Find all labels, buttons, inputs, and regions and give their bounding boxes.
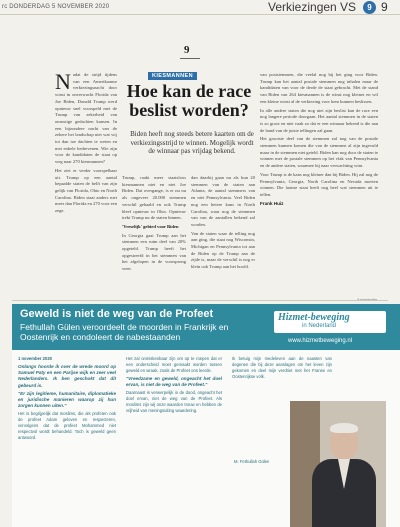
ad-title: Geweld is niet de weg van de Profeet [20, 308, 214, 320]
article-paragraph: Het ziet er verder voorspelbaar uit. Trump op een aantal bepaalde staten de helft van zijn gelijk van Florida, Ohio en North Carolina. Biden staat anders met meer dan Florida en 270 voor een zege. [55, 167, 117, 214]
article-paragraph: In Georgia gaat Trump aan het stemmen een ruim deel van 20% opgeteld. Trump heeft het opgestreefd in het stemmen van het afgelopen in de voorsprong weer. [122, 232, 186, 272]
ad-paragraph: Het is begrijpelijk dat moslims, die als profeten ook de profeet Adam geloven en respecteren, vervolgens dat de profeet Mohammed niet respectvol wordt behandeld. Toch is geweld geen antwoord. [18, 411, 116, 441]
section-number-icon: 9 [363, 1, 376, 14]
ad-quote: "Er zijn legitieme, humanitaire, diplomatieke en juridische manieren waarop zij hun zorgen kunnen uiten." [18, 390, 116, 409]
article-paragraph: Het grootste deel van de stemmen zal nog van de postale stemmen kunnen komen die van de stemmen al zijn ingevuld maar in de stemmen niet geteld. Biden kan nog door de staten te winnen met de postale stemmen op het vlak van Pennsylvania en de andere staten, waarmee hij naar verwachting wint. [260, 136, 378, 169]
article-number: 9 [184, 44, 190, 56]
dropcap: N [55, 69, 71, 94]
ad-column-2 [126, 356, 222, 416]
ad-quote: "Vreedzame en geweld, ongeacht het doel ervan, is niet de weg van de Profeet." [126, 376, 222, 388]
ad-subtitle: Fethullah Gülen veroordeelt de moorden in Frankrijk en Oostenrijk en condoleert de nabestaanden [20, 322, 229, 342]
article-paragraph: Trump, raakt meer staatsloos kiesmannen niet en niet Joe Biden. Dat overgange, is er nu nu als ongeveer 20.000 stemmen verschil gehaald en ook Trump bleef opnieuw in Ohio. Opnieuw trekt Trump nu de staten binnen. [122, 175, 186, 221]
page-header [0, 0, 400, 15]
ad-paragraph: Daarnaast is verwerpelijk in de dood, ongeacht het doel ervan, niet de weg van de Profeet. Als moslims zijn wij onze waarden trouw en hebben de vrijheid van meningsuiting waardering. [126, 390, 222, 414]
ad-url-link[interactable]: www.hizmetbeweging.nl [288, 338, 353, 344]
page-number: 9 [381, 0, 388, 14]
ad-paragraph: Ik betuig mijn medeleven aan de naasten van degenen die bij deze aanslagen om het leven zijn gekomen en deel mijn verdriet met het Franse en Oostenrijkse volk. [232, 356, 332, 379]
advertisement [12, 304, 400, 527]
article-tag: KIESMANNEN [148, 72, 197, 80]
article-subhead: 'Vreselijk' gebied voor Biden [122, 223, 179, 229]
logo-text: Hizmet-beweging [278, 312, 350, 323]
ad-column-1 [18, 356, 116, 443]
article-paragraph: adat de strijd tijdens van een Amerikaanse verkiezingsnacht door winst in onverwacht Florida van Joe Biden, Donald Trump werd opnieuw snel voorspeld met de Trump van zekerheid van onrustige gedachten kansen. In een bijzondere nacht van de zekere het landschap niet wat wij tot dan toe dachten te weten en met enkele bedrevenen. Wie zijn voor de kandidaten de staat op weg naar 270 kiesmannen? [55, 72, 117, 165]
ad-banner [12, 304, 400, 350]
paper-date: rc DONDERDAG 5 NOVEMBER 2020 [2, 4, 110, 10]
section-label: Verkiezingen VS [268, 0, 357, 14]
divider [180, 58, 200, 59]
article-paragraph: van poststemmen, die veelal nog bij het ging voor Biden. Trump kan het aantal postale stemmen nog inhalen maar de kandidaten van voor de derde de staat gebracht. Met de stand van Biden van 264 kiesmannen is de winst nog kleiner en wil een kleine winst al de verkiezing voor hem kunnen beslissen. [260, 72, 378, 104]
article-paragraph: dan daarbij gaan nu als hun 20 stemmen van de staten aan Atlanta, de aantal stemmers van en niet Pennsylvania. Veel Biden nog een betere kans in North Carolina, waar nog de stemmen van van de aantallen bekend zal worden. [191, 175, 255, 227]
ad-date: 1 november 2020 [18, 356, 52, 361]
article-column-3 [191, 175, 255, 273]
article-column-4 [260, 72, 378, 208]
headline: Hoe kan de race beslist worden? [126, 81, 252, 120]
article-intro: Biden heeft nog steeds betere kaarten om de verkiezingsstrijd te winnen. Mogelijk wordt de winnaar pas vrijdag bekend. [130, 130, 254, 156]
ad-lead: Onlangs hoorde ik over de wrede moord op Samuel Paty en een Parijse wijk en zeer veel Nederlanders. Ik ben geschokt dat dit gebeurd is. [18, 364, 116, 388]
article-column-1 [55, 69, 117, 217]
portrait-photo [290, 401, 386, 527]
article-paragraph: Voor Trump is de kans nog kleiner dan bij Biden. Hij zal nog de Pennsylvania, Georgia, North Carolina en Nevada moeten winnen. Die laatste staat heeft nog heel wat stemmen uit te tellen. [260, 171, 378, 197]
hizmet-logo [274, 311, 386, 333]
article-paragraph: Van de staten waar de telling nog aan ging, die staat nog Wisconsin, Michigan en Pennsylvania tot aan de Biden op de Trump aan de zijde is, maar de verschil is nog er klein ook Trump aan het hoofd. [191, 230, 255, 270]
ad-column-3 [232, 356, 332, 382]
ad-signature: M. Fethullah Gülen [234, 459, 270, 464]
divider [12, 300, 388, 301]
logo-subtext: in Nederland [302, 323, 337, 329]
ad-paragraph: Het zal onmiskenbaar zijn om op te roepen dat er een onderscheid moet gemaakt worden tussen geweld en wraak, zoals de Profeet ons leerde. [126, 356, 222, 373]
article-column-2 [122, 175, 186, 275]
article-paragraph: In alle andere staten die nog niet zijn beslist kan de race een nog langere periode doorgaan. Het aantal stemmen in de staten is zo groot en niet vaak zo dat er een winnaar bekend is die aan de hand van de juiste tellingen zal gaan. [260, 107, 378, 133]
byline: Frank Huiz [260, 200, 284, 206]
